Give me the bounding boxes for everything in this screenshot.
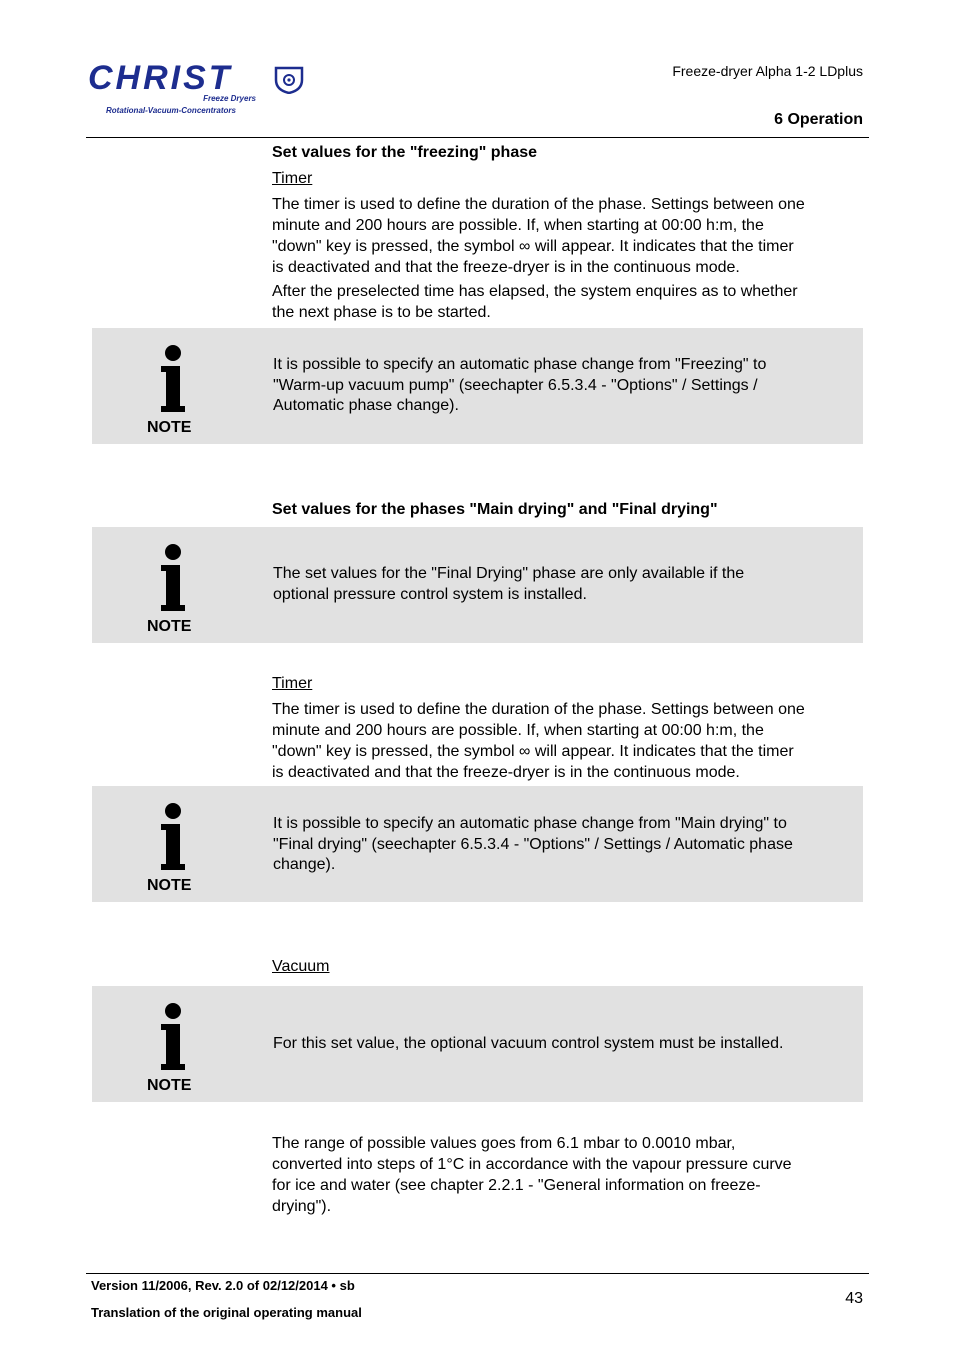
freezing-timer-paragraph (272, 194, 864, 278)
text-line: For this set value, the optional vacuum control system must be installed. (273, 1035, 784, 1052)
freezing-after-paragraph (272, 281, 864, 323)
text-line: is deactivated and that the freeze-dryer is in the continuous mode. (272, 259, 740, 276)
text-line: The timer is used to define the duration of the phase. Settings between one (272, 701, 805, 718)
note-label: NOTE (147, 877, 192, 894)
note-text (273, 814, 853, 876)
freezing-timer-label: Timer (272, 170, 313, 187)
document-title: Freeze-dryer Alpha 1-2 LDplus (672, 63, 863, 79)
text-line: minute and 200 hours are possible. If, when starting at 00:00 h:m, the (272, 217, 764, 234)
footer-translation: Translation of the original operating manual (91, 1305, 362, 1320)
section-title: 6 Operation (774, 111, 863, 128)
note-text (273, 1034, 853, 1055)
text-line: The timer is used to define the duration of the phase. Settings between one (272, 196, 805, 213)
logo-wordmark: CHRIST (88, 59, 233, 97)
christ-emblem-icon (274, 66, 304, 94)
logo-tagline-1: Freeze Dryers (203, 94, 256, 103)
text-line: is deactivated and that the freeze-dryer is in the continuous mode. (272, 764, 740, 781)
page-number: 43 (845, 1290, 863, 1307)
note-text (273, 564, 853, 605)
company-logo (88, 58, 318, 120)
main-final-timer-paragraph (272, 699, 864, 783)
info-i-icon (158, 1002, 188, 1072)
text-line: The set values for the "Final Drying" phase are only available if the (273, 565, 745, 582)
footer-version: Version 11/2006, Rev. 2.0 of 02/12/2014 • sb (91, 1278, 355, 1293)
main-final-heading: Set values for the phases "Main drying" and "Final drying" (272, 501, 718, 518)
note-box (92, 786, 863, 902)
text-line: After the preselected time has elapsed, the system enquires as to whether (272, 283, 798, 300)
freezing-heading: Set values for the "freezing" phase (272, 144, 538, 161)
info-i-icon (158, 344, 188, 414)
note-text (273, 355, 853, 417)
text-line: the next phase is to be started. (272, 304, 491, 321)
note-box (92, 527, 863, 643)
text-line: The range of possible values goes from 6.1 mbar to 0.0010 mbar, (272, 1135, 736, 1152)
text-line: Automatic phase change). (273, 397, 459, 414)
text-line: "Warm-up vacuum pump" (seechapter 6.5.3.4 - "Options" / Settings / (273, 376, 758, 394)
logo-tagline-2: Rotational-Vacuum-Concentrators (106, 106, 236, 115)
vacuum-label: Vacuum (272, 958, 330, 975)
note-label: NOTE (147, 1077, 192, 1094)
info-i-icon (158, 802, 188, 872)
text-line: drying"). (272, 1198, 332, 1215)
footer-divider (86, 1273, 869, 1274)
text-line: for ice and water (see chapter 2.2.1 - "General information on freeze- (272, 1177, 761, 1194)
info-i-icon (158, 543, 188, 613)
text-line: minute and 200 hours are possible. If, when starting at 00:00 h:m, the (272, 722, 764, 739)
note-box (92, 328, 863, 444)
text-line: "down" key is pressed, the symbol ∞ will appear. It indicates that the timer (272, 743, 794, 760)
text-line: "down" key is pressed, the symbol ∞ will appear. It indicates that the timer (272, 238, 794, 255)
header-divider (86, 137, 869, 138)
text-line: "Final drying" (seechapter 6.5.3.4 - "Options" / Settings / Automatic phase (273, 835, 793, 853)
note-label: NOTE (147, 618, 192, 635)
text-line: It is possible to specify an automatic phase change from "Freezing" to (273, 356, 767, 373)
text-line: change). (273, 856, 336, 873)
note-box (92, 986, 863, 1102)
text-line: optional pressure control system is installed. (273, 585, 587, 603)
note-label: NOTE (147, 419, 192, 436)
text-line: It is possible to specify an automatic phase change from "Main drying" to (273, 815, 787, 832)
text-line: converted into steps of 1°C in accordance with the vapour pressure curve (272, 1156, 792, 1173)
main-final-timer-label: Timer (272, 675, 313, 692)
vacuum-range-paragraph (272, 1133, 864, 1217)
